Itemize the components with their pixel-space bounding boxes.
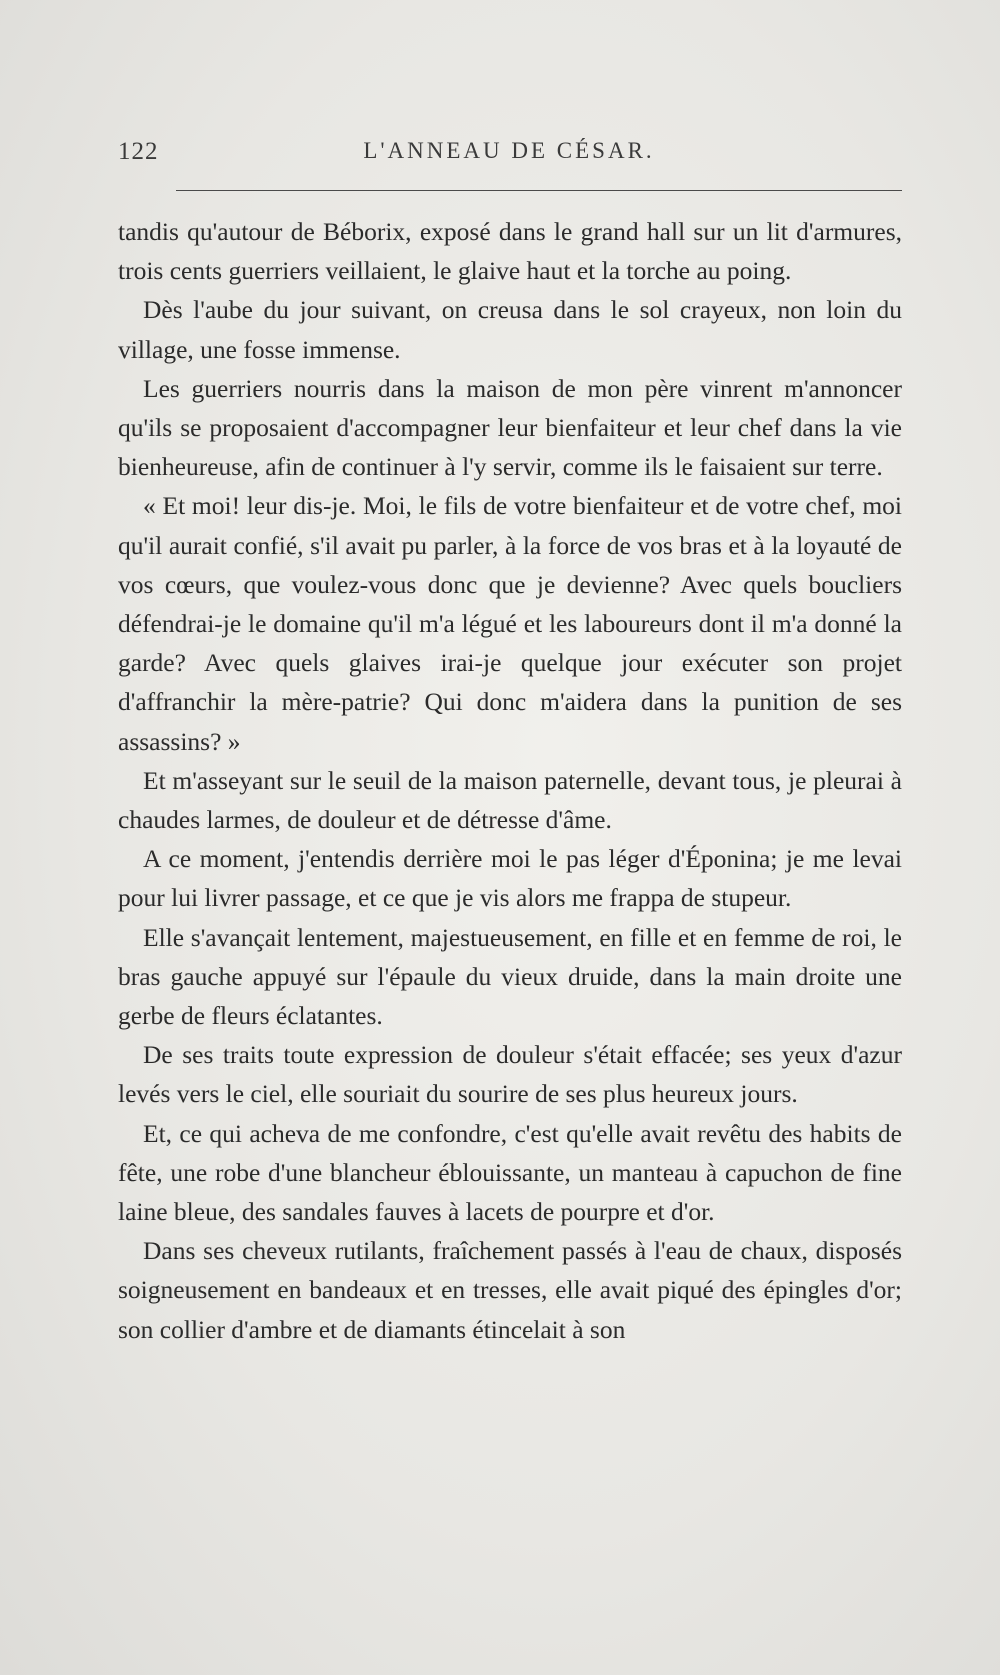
paragraph: Dès l'aube du jour suivant, on creusa dans le sol crayeux, non loin du village, une fosse immense.	[118, 295, 902, 364]
body-text	[118, 212, 902, 1349]
paragraph: A ce moment, j'entendis derrière moi le pas léger d'Éponina; je me levai pour lui livrer passage, et ce que je vis alors me frappa de stupeur.	[118, 844, 902, 913]
header-rule	[176, 190, 902, 191]
paragraph: Et m'asseyant sur le seuil de la maison paternelle, devant tous, je pleurai à chaudes larmes, de douleur et de détresse d'âme.	[118, 765, 902, 835]
paragraph: Les guerriers nourris dans la maison de mon père vinrent m'annoncer qu'ils se proposaient d'accompagner leur bienfaiteur et leur chef dans la vie bienheureuse, afin de continuer à l'y servir, comme ils le faisaient sur terre.	[118, 373, 902, 482]
paragraph: Et, ce qui acheva de me confondre, c'est qu'elle avait revêtu des habits de fête, une robe d'une blancheur éblouissante, un manteau à capuchon de fine laine bleue, des sandales fauves à lacets de pourpre et d'or.	[118, 1118, 902, 1227]
paragraph: Dans ses cheveux rutilants, fraîchement passés à l'eau de chaux, disposés soigneusement en bandeaux et en tresses, elle avait piqué des épingles d'or; son collier d'ambre et de diamants étincelait à son	[118, 1236, 902, 1344]
page-header	[118, 138, 900, 174]
paragraph: Elle s'avançait lentement, majestueusement, en fille et en femme de roi, le bras gauche appuyé sur l'épaule du vieux druide, dans la main droite une gerbe de fleurs éclatantes.	[118, 922, 902, 1031]
paragraph: De ses traits toute expression de douleur s'était effacée; ses yeux d'azur levés vers le ciel, elle souriait du sourire de ses plus heureux jours.	[118, 1040, 902, 1109]
paragraph: « Et moi! leur dis-je. Moi, le fils de votre bienfaiteur et de votre chef, moi qu'il aurait confié, s'il avait pu parler, à la force de vos bras et à la loyauté de vos cœurs, que voulez-vous donc que je devienne? Avec quels boucliers défendrai-je le domaine qu'il m'a légué et les laboureurs dont il m'a donné la garde? Avec quels glaives irai-je quelque jour exécuter son projet d'affranchir la mère-patrie? Qui donc m'aidera dans la punition de ses assassins? »	[118, 491, 902, 756]
running-title: L'ANNEAU DE CÉSAR.	[363, 138, 655, 163]
page-number: 122	[118, 138, 159, 165]
paragraph: tandis qu'autour de Béborix, exposé dans le grand hall sur un lit d'armures, trois cents guerriers veillaient, le glaive haut et la torche au poing.	[118, 217, 902, 286]
